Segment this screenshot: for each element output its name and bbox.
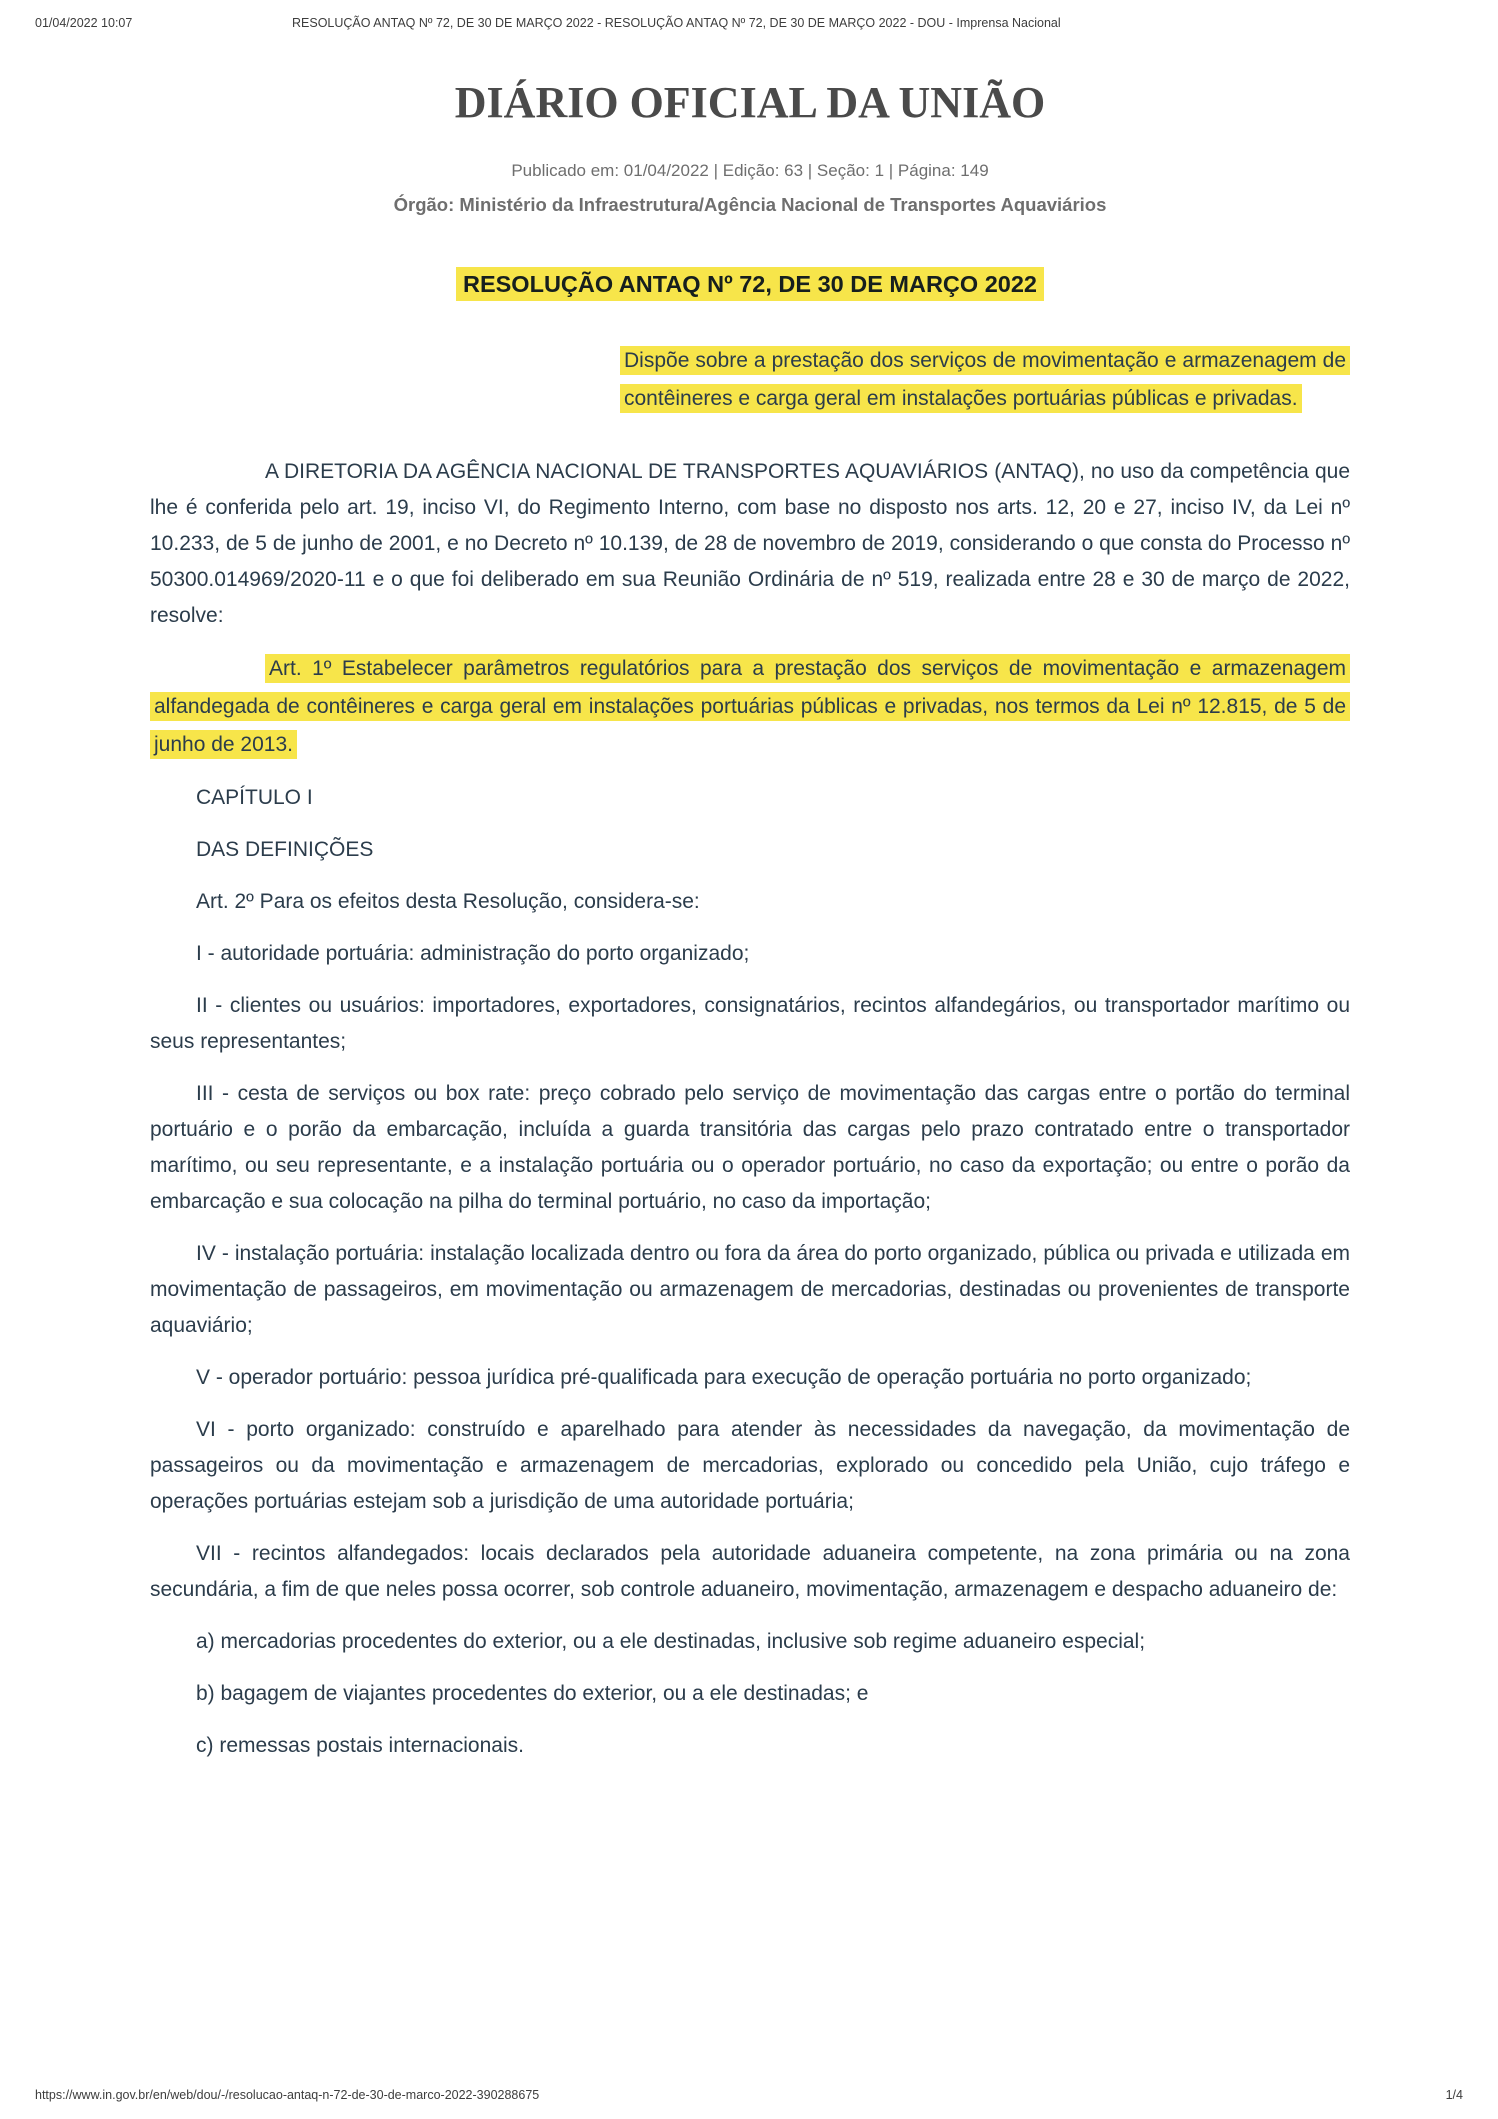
resolution-title (150, 268, 1350, 300)
source-url: https://www.in.gov.br/en/web/dou/-/resolucao-antaq-n-72-de-30-de-marco-2022-390288675 (35, 2088, 540, 2102)
print-header-datetime: 01/04/2022 10:07 (35, 16, 133, 30)
article-2-paragraph: Art. 2º Para os efeitos desta Resolução, considera-se: (196, 890, 700, 913)
organ-info: Órgão: Ministério da Infraestrutura/Agência Nacional de Transportes Aquaviários (393, 194, 1107, 215)
definition-item-1: I - autoridade portuária: administração do porto organizado; (196, 942, 750, 965)
preamble-paragraph: A DIRETORIA DA AGÊNCIA NACIONAL DE TRANSPORTES AQUAVIÁRIOS (ANTAQ), no uso da competência que lhe é conferida pelo art. 19, inciso VI, do Regimento Interno, com base no disposto nos arts. 12, 20 e 27, inciso IV, da Lei nº 10.233, de 5 de junho de 2001, e no Decreto nº 10.139, de 28 de novembro de 2019, considerando o que consta do Processo nº 50300.014969/2020-11 e o que foi deliberado em sua Reunião Ordinária de nº 519, realizada entre 28 e 30 de março de 2022, resolve: (150, 460, 1350, 627)
publication-info: Publicado em: 01/04/2022 | Edição: 63 | Seção: 1 | Página: 149 (511, 161, 989, 180)
definition-item-7: VII - recintos alfandegados: locais declarados pela autoridade aduaneira competente, na zona primária ou na zona secundária, a fim de que neles possa ocorrer, sob controle aduaneiro, movimentação, armazenagem e despacho aduaneiro de: (150, 1542, 1350, 1601)
definition-item-5: V - operador portuário: pessoa jurídica pré-qualificada para execução de operação portuária no porto organizado; (196, 1366, 1252, 1389)
definition-item-3: III - cesta de serviços ou box rate: preço cobrado pelo serviço de movimentação das cargas entre o portão do terminal portuário e o porão da embarcação, incluída a guarda transitória das cargas pelo prazo contratado entre o transportador marítimo, ou seu representante, e a instalação portuária ou o operador portuário, no caso da exportação; ou entre o porão da embarcação e sua colocação na pilha do terminal portuário, no caso da importação; (150, 1082, 1350, 1213)
definition-clause-b: b) bagagem de viajantes procedentes do exterior, ou a ele destinadas; e (196, 1682, 869, 1705)
chapter-heading: CAPÍTULO I (196, 786, 313, 809)
definition-item-6: VI - porto organizado: construído e aparelhado para atender às necessidades da navegação, da movimentação de passageiros ou da movimentação e armazenagem de mercadorias, explorado ou concedido pela União, cujo tráfego e operações portuárias estejam sob a jurisdição de uma autoridade portuária; (150, 1418, 1350, 1513)
definition-item-2: II - clientes ou usuários: importadores, exportadores, consignatários, recintos alfandegários, ou transportador marítimo ou seus representantes; (150, 994, 1350, 1053)
resolution-summary (620, 342, 1350, 418)
masthead-title: DIÁRIO OFICIAL DA UNIÃO (454, 78, 1046, 127)
chapter-subtitle: DAS DEFINIÇÕES (196, 838, 374, 861)
definition-item-4: IV - instalação portuária: instalação localizada dentro ou fora da área do porto organizado, pública ou privada e utilizada em movimentação de passageiros, em movimentação ou armazenagem de mercadorias, destinadas ou provenientes de transporte aquaviário; (150, 1242, 1350, 1337)
resolution-title-highlight: RESOLUÇÃO ANTAQ Nº 72, DE 30 DE MARÇO 2022 (456, 267, 1044, 301)
page-indicator: 1/4 (1445, 2088, 1463, 2102)
definition-clause-c: c) remessas postais internacionais. (196, 1734, 524, 1757)
resolution-summary-highlight: Dispõe sobre a prestação dos serviços de movimentação e armazenagem de contêineres e carga geral em instalações portuárias públicas e privadas. (620, 346, 1350, 413)
article-1-paragraph (150, 650, 1350, 764)
print-header-document-title: RESOLUÇÃO ANTAQ Nº 72, DE 30 DE MARÇO 2022 - RESOLUÇÃO ANTAQ Nº 72, DE 30 DE MARÇO 2022 - DOU - Imprensa Nacional (292, 16, 1061, 30)
article-1-highlight: Art. 1º Estabelecer parâmetros regulatórios para a prestação dos serviços de movimentação e armazenagem alfandegada de contêineres e carga geral em instalações portuárias públicas e privadas, nos termos da Lei nº 12.815, de 5 de junho de 2013. (150, 654, 1350, 759)
definition-clause-a: a) mercadorias procedentes do exterior, ou a ele destinadas, inclusive sob regime aduaneiro especial; (196, 1630, 1146, 1653)
